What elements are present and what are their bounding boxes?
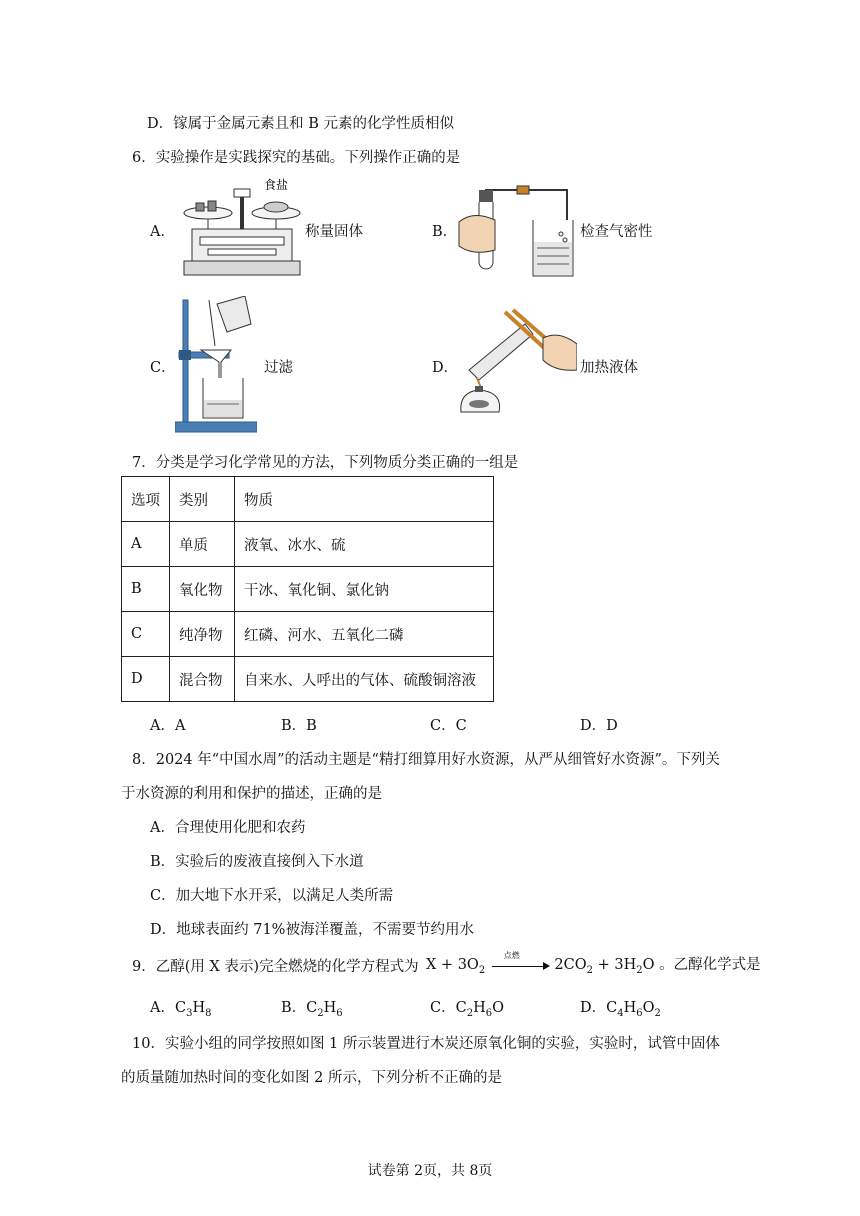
q8-stem-line2: 于水资源的利用和保护的描述，正确的是 — [121, 786, 382, 802]
table-cell: B — [122, 567, 170, 612]
table-cell: 纯净物 — [170, 612, 235, 657]
q6-option-d-caption: 加热液体 — [580, 360, 638, 376]
table-cell: 干冰、氧化铜、氯化钠 — [235, 567, 494, 612]
q8-option-d: D．地球表面约 71%被海洋覆盖，不需要节约用水 — [150, 922, 474, 938]
table-cell: 混合物 — [170, 657, 235, 702]
q8-option-a: A．合理使用化肥和农药 — [150, 820, 306, 836]
table-cell: 液氧、冰水、硫 — [235, 522, 494, 567]
table-cell: 自来水、人呼出的气体、硫酸铜溶液 — [235, 657, 494, 702]
q9-stem-suffix: 。乙醇化学式是 — [659, 957, 761, 973]
table-row — [122, 567, 494, 612]
page-footer: 试卷第 2页，共 8页 — [367, 1163, 493, 1179]
q6-stem: 6．实验操作是实践探究的基础。下列操作正确的是 — [132, 150, 461, 166]
heating-illustration — [455, 300, 577, 416]
table-cell: 红磷、河水、五氧化二磷 — [235, 612, 494, 657]
table-header-cell: 物质 — [235, 477, 494, 522]
classification-table — [121, 476, 494, 702]
q6-option-b-caption: 检查气密性 — [580, 224, 653, 240]
table-row — [122, 522, 494, 567]
q8-option-c: C．加大地下水开采，以满足人类所需 — [150, 888, 394, 904]
q7-choice-d: D．D — [580, 718, 618, 734]
q6-option-a-label: A． — [150, 224, 175, 240]
table-cell: C — [122, 612, 170, 657]
q9-choice-d: D．$C_4H_6O_2$ — [580, 1000, 661, 1019]
combustion-equation: $X + 3O_2$ 点燃 $2CO_2 + 3H_2O$ 。乙醇化学式是 — [426, 951, 761, 976]
q7-choice-b: B．B — [281, 718, 317, 734]
reaction-arrow — [490, 951, 550, 972]
table-header-cell: 类别 — [170, 477, 235, 522]
q8-option-b: B．实验后的废液直接倒入下水道 — [150, 854, 364, 870]
airtightness-illustration — [455, 180, 577, 280]
q6-option-a-caption: 称量固体 — [305, 224, 363, 240]
q6-option-c-label: C． — [150, 360, 176, 376]
table-cell: 氧化物 — [170, 567, 235, 612]
table-row — [122, 657, 494, 702]
table-cell: 单质 — [170, 522, 235, 567]
table-header-row — [122, 477, 494, 522]
salt-label: 食盐 — [264, 178, 289, 192]
q8-stem-line1: 8．2024 年“中国水周”的活动主题是“精打细算用好水资源，从严从细管好水资源”。下列关 — [132, 752, 720, 768]
q6-option-b-label: B． — [432, 224, 458, 240]
reaction-condition: 点燃 — [503, 951, 520, 960]
q9-stem-prefix: 9．乙醇(用 X 表示)完全燃烧的化学方程式为 — [132, 959, 419, 975]
table-cell: D — [122, 657, 170, 702]
q9-choice-b: B．$C_2H_6$ — [281, 1000, 343, 1019]
q7-choice-a: A．A — [150, 718, 186, 734]
q10-stem-line2: 的质量随加热时间的变化如图 2 所示，下列分析不正确的是 — [121, 1070, 502, 1086]
q10-stem-line1: 10．实验小组的同学按照如图 1 所示装置进行木炭还原氧化铜的实验，实验时，试管中固体 — [132, 1036, 720, 1052]
table-header-cell: 选项 — [122, 477, 170, 522]
q6-option-d-label: D． — [432, 360, 459, 376]
q9-choice-a: A．$C_3H_8$ — [150, 1000, 212, 1019]
q7-choice-c: C．C — [430, 718, 467, 734]
q6-option-c-caption: 过滤 — [264, 360, 293, 376]
q7-stem: 7．分类是学习化学常见的方法，下列物质分类正确的一组是 — [132, 455, 519, 471]
filtration-illustration — [175, 296, 257, 436]
table-cell: A — [122, 522, 170, 567]
q5-option-d: D．镓属于金属元素且和 B 元素的化学性质相似 — [147, 116, 454, 132]
q9-choice-c: C．$C_2H_6O$ — [430, 1000, 505, 1019]
table-row — [122, 612, 494, 657]
balance-illustration — [178, 175, 304, 279]
